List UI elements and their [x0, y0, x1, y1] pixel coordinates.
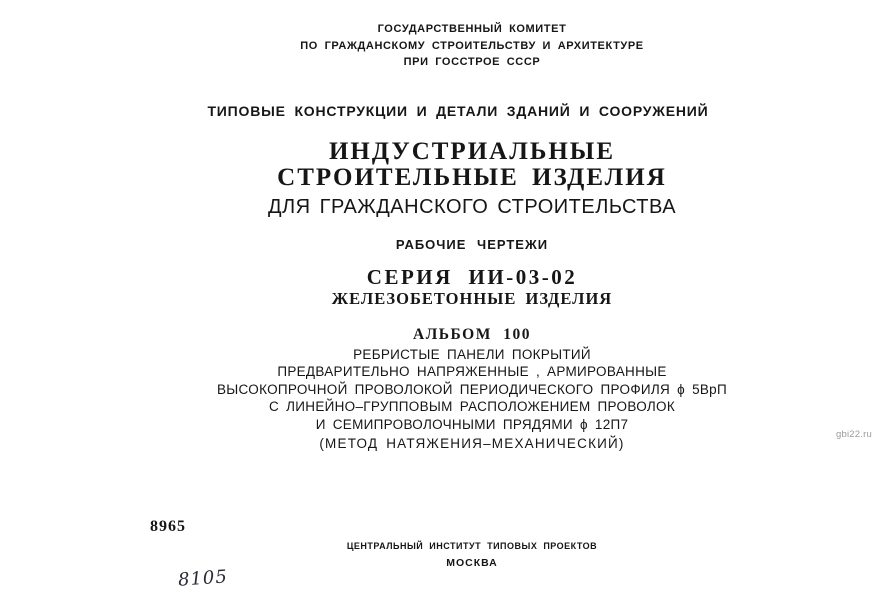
- main-title: [62, 139, 877, 219]
- main-title-line-1: ИНДУСТРИАЛЬНЫЕ: [328, 138, 616, 165]
- album-line-4: С ЛИНЕЙНО–ГРУППОВЫМ РАСПОЛОЖЕНИЕМ ПРОВОЛОК: [269, 399, 675, 415]
- series-caption: [62, 103, 877, 119]
- org-header-line-2: ПО ГРАЖДАНСКОМУ СТРОИТЕЛЬСТВУ И АРХИТЕКТУРЕ: [300, 39, 644, 52]
- working-drawings-label: РАБОЧИЕ ЧЕРТЕЖИ: [395, 237, 549, 252]
- org-header-line-1: ГОСУДАРСТВЕННЫЙ КОМИТЕТ: [377, 23, 567, 35]
- series-caption-text: ТИПОВЫЕ КОНСТРУКЦИИ И ДЕТАЛИ ЗДАНИЙ И СООРУЖЕНИЙ: [207, 103, 709, 119]
- album-block: [62, 325, 877, 433]
- album-heading: АЛЬБОМ 100: [413, 326, 531, 343]
- site-watermark: gbi22.ru: [836, 429, 872, 440]
- order-number: 8965: [150, 518, 186, 535]
- album-line-3: ВЫСОКОПРОЧНОЙ ПРОВОЛОКОЙ ПЕРИОДИЧЕСКОГО ПРОФИЛЯ ϕ 5ВрП: [217, 381, 727, 397]
- tensioning-method: (МЕТОД НАТЯЖЕНИЯ–МЕХАНИЧЕСКИЙ): [319, 436, 625, 451]
- main-title-line-3: ДЛЯ ГРАЖДАНСКОГО СТРОИТЕЛЬСТВА: [267, 196, 677, 218]
- album-description: [62, 346, 877, 433]
- album-line-1: РЕБРИСТЫЕ ПАНЕЛИ ПОКРЫТИЙ: [353, 347, 591, 362]
- series-name: ЖЕЛЕЗОБЕТОННЫЕ ИЗДЕЛИЯ: [331, 289, 613, 308]
- org-header-line-3: ПРИ ГОССТРОЕ СССР: [403, 56, 541, 68]
- institute-city: МОСКВА: [446, 557, 498, 569]
- main-title-line-2: СТРОИТЕЛЬНЫЕ ИЗДЕЛИЯ: [277, 164, 667, 191]
- org-header: [62, 21, 877, 71]
- series-number: СЕРИЯ ИИ-03-02: [366, 265, 578, 289]
- institute-name: ЦЕНТРАЛЬНЫЙ ИНСТИТУТ ТИПОВЫХ ПРОЕКТОВ: [346, 541, 598, 551]
- series-block: [62, 266, 877, 309]
- album-line-5: И СЕМИПРОВОЛОЧНЫМИ ПРЯДЯМИ ϕ 12П7: [315, 416, 629, 432]
- album-line-2: ПРЕДВАРИТЕЛЬНО НАПРЯЖЕННЫЕ , АРМИРОВАННЫЕ: [277, 364, 667, 380]
- handwritten-number: 8105: [177, 566, 229, 591]
